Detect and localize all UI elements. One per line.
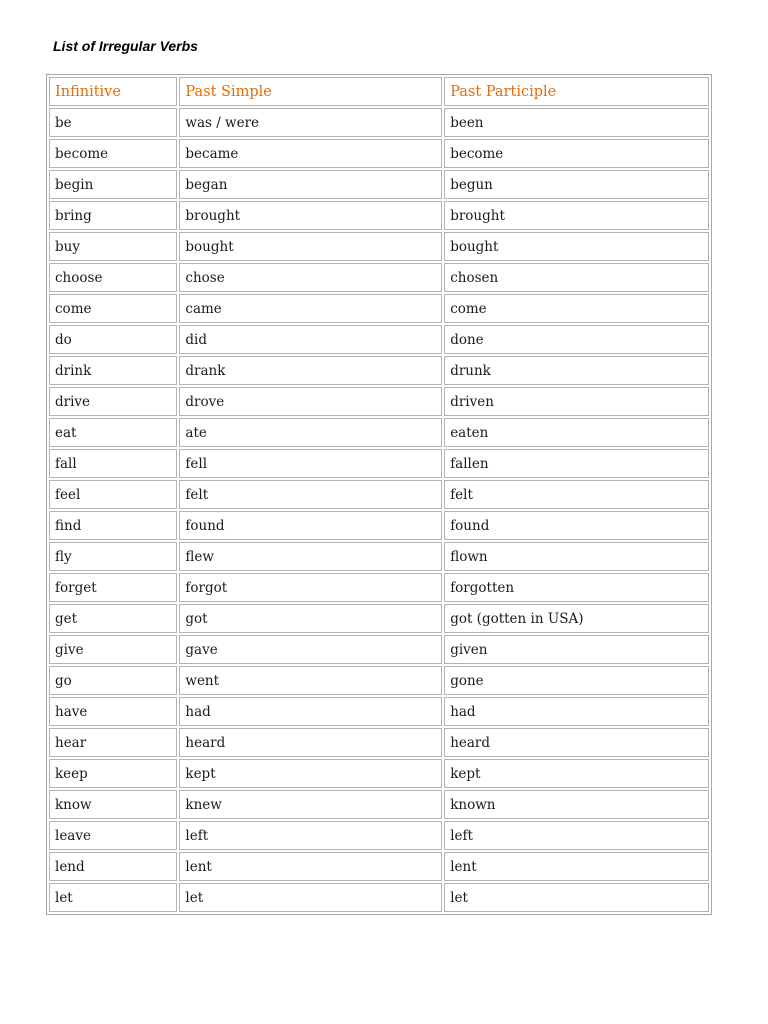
cell-past-simple: felt xyxy=(179,480,442,509)
cell-past-simple: knew xyxy=(179,790,442,819)
cell-past-simple: found xyxy=(179,511,442,540)
table-row xyxy=(49,170,709,199)
cell-past-participle: given xyxy=(444,635,709,664)
table-row xyxy=(49,697,709,726)
table-row xyxy=(49,542,709,571)
cell-past-simple: got xyxy=(179,604,442,633)
table-row xyxy=(49,449,709,478)
header-past-participle: Past Participle xyxy=(444,77,709,106)
cell-infinitive: forget xyxy=(49,573,177,602)
cell-infinitive: buy xyxy=(49,232,177,261)
table-row xyxy=(49,728,709,757)
table-row xyxy=(49,883,709,912)
cell-infinitive: let xyxy=(49,883,177,912)
cell-past-participle: eaten xyxy=(444,418,709,447)
cell-past-simple: let xyxy=(179,883,442,912)
cell-infinitive: choose xyxy=(49,263,177,292)
table-row xyxy=(49,852,709,881)
cell-infinitive: be xyxy=(49,108,177,137)
cell-infinitive: find xyxy=(49,511,177,540)
header-past-simple: Past Simple xyxy=(179,77,442,106)
cell-past-participle: flown xyxy=(444,542,709,571)
table-row xyxy=(49,201,709,230)
table-body xyxy=(49,108,709,912)
cell-past-simple: chose xyxy=(179,263,442,292)
cell-infinitive: drive xyxy=(49,387,177,416)
cell-infinitive: become xyxy=(49,139,177,168)
cell-past-participle: got (gotten in USA) xyxy=(444,604,709,633)
cell-past-participle: bought xyxy=(444,232,709,261)
cell-past-simple: became xyxy=(179,139,442,168)
cell-past-participle: done xyxy=(444,325,709,354)
cell-past-participle: gone xyxy=(444,666,709,695)
cell-past-simple: kept xyxy=(179,759,442,788)
cell-infinitive: do xyxy=(49,325,177,354)
cell-infinitive: leave xyxy=(49,821,177,850)
table-row xyxy=(49,635,709,664)
cell-infinitive: fly xyxy=(49,542,177,571)
table-row xyxy=(49,790,709,819)
cell-infinitive: drink xyxy=(49,356,177,385)
table-row xyxy=(49,263,709,292)
cell-infinitive: begin xyxy=(49,170,177,199)
cell-past-participle: found xyxy=(444,511,709,540)
cell-infinitive: hear xyxy=(49,728,177,757)
table-row xyxy=(49,356,709,385)
cell-past-simple: gave xyxy=(179,635,442,664)
cell-past-participle: had xyxy=(444,697,709,726)
cell-past-participle: drunk xyxy=(444,356,709,385)
cell-past-participle: felt xyxy=(444,480,709,509)
cell-infinitive: know xyxy=(49,790,177,819)
cell-past-simple: went xyxy=(179,666,442,695)
cell-infinitive: eat xyxy=(49,418,177,447)
irregular-verbs-table xyxy=(46,74,712,915)
cell-past-simple: bought xyxy=(179,232,442,261)
table-row xyxy=(49,666,709,695)
cell-past-participle: lent xyxy=(444,852,709,881)
cell-past-participle: brought xyxy=(444,201,709,230)
cell-past-participle: let xyxy=(444,883,709,912)
table-row xyxy=(49,573,709,602)
table-row xyxy=(49,108,709,137)
cell-past-simple: forgot xyxy=(179,573,442,602)
cell-past-participle: heard xyxy=(444,728,709,757)
cell-past-participle: fallen xyxy=(444,449,709,478)
table-row xyxy=(49,511,709,540)
cell-past-simple: did xyxy=(179,325,442,354)
cell-infinitive: fall xyxy=(49,449,177,478)
table-row xyxy=(49,325,709,354)
cell-infinitive: get xyxy=(49,604,177,633)
cell-past-simple: heard xyxy=(179,728,442,757)
cell-past-simple: flew xyxy=(179,542,442,571)
cell-past-simple: left xyxy=(179,821,442,850)
cell-past-simple: began xyxy=(179,170,442,199)
cell-past-simple: was / were xyxy=(179,108,442,137)
table-row xyxy=(49,387,709,416)
cell-past-simple: came xyxy=(179,294,442,323)
cell-past-participle: become xyxy=(444,139,709,168)
table-row xyxy=(49,604,709,633)
cell-past-participle: driven xyxy=(444,387,709,416)
cell-past-participle: known xyxy=(444,790,709,819)
table-row xyxy=(49,294,709,323)
table-row xyxy=(49,139,709,168)
header-row xyxy=(49,77,709,106)
table-row xyxy=(49,821,709,850)
cell-infinitive: come xyxy=(49,294,177,323)
cell-past-simple: lent xyxy=(179,852,442,881)
cell-past-simple: brought xyxy=(179,201,442,230)
cell-past-participle: chosen xyxy=(444,263,709,292)
page-title: List of Irregular Verbs xyxy=(53,38,198,54)
cell-infinitive: feel xyxy=(49,480,177,509)
cell-past-simple: drove xyxy=(179,387,442,416)
cell-past-participle: forgotten xyxy=(444,573,709,602)
cell-past-participle: kept xyxy=(444,759,709,788)
table-row xyxy=(49,232,709,261)
cell-past-participle: come xyxy=(444,294,709,323)
cell-infinitive: lend xyxy=(49,852,177,881)
cell-past-simple: fell xyxy=(179,449,442,478)
cell-past-participle: begun xyxy=(444,170,709,199)
cell-infinitive: have xyxy=(49,697,177,726)
cell-past-simple: had xyxy=(179,697,442,726)
table-row xyxy=(49,418,709,447)
cell-infinitive: go xyxy=(49,666,177,695)
cell-infinitive: give xyxy=(49,635,177,664)
table-row xyxy=(49,759,709,788)
cell-infinitive: keep xyxy=(49,759,177,788)
cell-past-simple: ate xyxy=(179,418,442,447)
cell-past-simple: drank xyxy=(179,356,442,385)
cell-past-participle: left xyxy=(444,821,709,850)
cell-infinitive: bring xyxy=(49,201,177,230)
table-row xyxy=(49,480,709,509)
cell-past-participle: been xyxy=(444,108,709,137)
header-infinitive: Infinitive xyxy=(49,77,177,106)
